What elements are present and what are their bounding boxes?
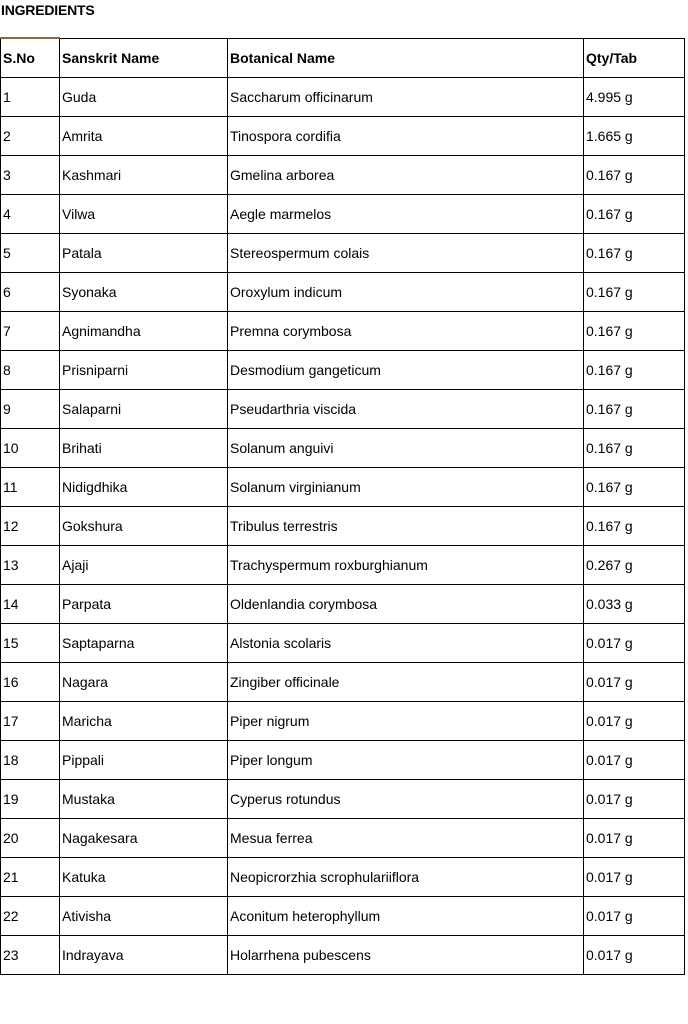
cell-sanskrit-name: Saptaparna bbox=[60, 624, 228, 663]
cell-qty-per-tab: 0.017 g bbox=[584, 741, 685, 780]
cell-botanical-name: Mesua ferrea bbox=[228, 819, 584, 858]
cell-botanical-name: Oldenlandia corymbosa bbox=[228, 585, 584, 624]
cell-sanskrit-name: Vilwa bbox=[60, 195, 228, 234]
cell-sanskrit-name: Brihati bbox=[60, 429, 228, 468]
cell-botanical-name: Neopicrorzhia scrophulariiflora bbox=[228, 858, 584, 897]
cell-botanical-name: Piper nigrum bbox=[228, 702, 584, 741]
cell-sanskrit-name: Maricha bbox=[60, 702, 228, 741]
cell-sno: 19 bbox=[1, 780, 60, 819]
cell-sanskrit-name: Pippali bbox=[60, 741, 228, 780]
table-row bbox=[1, 819, 685, 858]
table-row bbox=[1, 507, 685, 546]
table-row bbox=[1, 78, 685, 117]
cell-qty-per-tab: 0.017 g bbox=[584, 780, 685, 819]
column-header-sanskrit-name: Sanskrit Name bbox=[60, 38, 228, 78]
cell-sno: 11 bbox=[1, 468, 60, 507]
table-row bbox=[1, 741, 685, 780]
cell-sno: 3 bbox=[1, 156, 60, 195]
cell-qty-per-tab: 0.167 g bbox=[584, 507, 685, 546]
cell-sno: 16 bbox=[1, 663, 60, 702]
cell-qty-per-tab: 0.167 g bbox=[584, 429, 685, 468]
cell-botanical-name: Solanum anguivi bbox=[228, 429, 584, 468]
table-row bbox=[1, 468, 685, 507]
cell-botanical-name: Aconitum heterophyllum bbox=[228, 897, 584, 936]
cell-botanical-name: Stereospermum colais bbox=[228, 234, 584, 273]
cell-botanical-name: Solanum virginianum bbox=[228, 468, 584, 507]
table-row bbox=[1, 780, 685, 819]
table-header-row bbox=[1, 38, 685, 78]
cell-botanical-name: Holarrhena pubescens bbox=[228, 936, 584, 975]
cell-sno: 5 bbox=[1, 234, 60, 273]
cell-sanskrit-name: Gokshura bbox=[60, 507, 228, 546]
cell-qty-per-tab: 0.167 g bbox=[584, 234, 685, 273]
cell-botanical-name: Aegle marmelos bbox=[228, 195, 584, 234]
cell-qty-per-tab: 4.995 g bbox=[584, 78, 685, 117]
cell-sno: 10 bbox=[1, 429, 60, 468]
ingredients-table bbox=[0, 37, 685, 975]
cell-sanskrit-name: Nagara bbox=[60, 663, 228, 702]
table-row bbox=[1, 312, 685, 351]
cell-sno: 8 bbox=[1, 351, 60, 390]
cell-sanskrit-name: Agnimandha bbox=[60, 312, 228, 351]
table-row bbox=[1, 390, 685, 429]
cell-qty-per-tab: 0.167 g bbox=[584, 468, 685, 507]
cell-qty-per-tab: 0.167 g bbox=[584, 195, 685, 234]
cell-botanical-name: Trachyspermum roxburghianum bbox=[228, 546, 584, 585]
table-row bbox=[1, 156, 685, 195]
cell-sno: 1 bbox=[1, 78, 60, 117]
table-row bbox=[1, 585, 685, 624]
cell-botanical-name: Zingiber officinale bbox=[228, 663, 584, 702]
cell-qty-per-tab: 0.017 g bbox=[584, 624, 685, 663]
cell-sno: 6 bbox=[1, 273, 60, 312]
cell-sno: 13 bbox=[1, 546, 60, 585]
table-row bbox=[1, 273, 685, 312]
cell-sno: 2 bbox=[1, 117, 60, 156]
cell-botanical-name: Desmodium gangeticum bbox=[228, 351, 584, 390]
cell-sanskrit-name: Amrita bbox=[60, 117, 228, 156]
table-row bbox=[1, 897, 685, 936]
cell-sno: 21 bbox=[1, 858, 60, 897]
table-row bbox=[1, 351, 685, 390]
cell-qty-per-tab: 0.033 g bbox=[584, 585, 685, 624]
column-header-botanical-name: Botanical Name bbox=[228, 38, 584, 78]
cell-botanical-name: Tinospora cordifia bbox=[228, 117, 584, 156]
cell-qty-per-tab: 0.167 g bbox=[584, 351, 685, 390]
cell-botanical-name: Oroxylum indicum bbox=[228, 273, 584, 312]
cell-qty-per-tab: 0.267 g bbox=[584, 546, 685, 585]
table-body bbox=[1, 78, 685, 975]
column-header-sno: S.No bbox=[1, 38, 60, 78]
cell-sanskrit-name: Ativisha bbox=[60, 897, 228, 936]
table-row bbox=[1, 858, 685, 897]
table-row bbox=[1, 234, 685, 273]
table-row bbox=[1, 117, 685, 156]
cell-sno: 18 bbox=[1, 741, 60, 780]
cell-sanskrit-name: Patala bbox=[60, 234, 228, 273]
cell-botanical-name: Piper longum bbox=[228, 741, 584, 780]
cell-sno: 4 bbox=[1, 195, 60, 234]
cell-qty-per-tab: 0.017 g bbox=[584, 858, 685, 897]
cell-botanical-name: Saccharum officinarum bbox=[228, 78, 584, 117]
cell-sno: 9 bbox=[1, 390, 60, 429]
page-title: INGREDIENTS bbox=[1, 2, 95, 18]
cell-botanical-name: Tribulus terrestris bbox=[228, 507, 584, 546]
cell-sanskrit-name: Katuka bbox=[60, 858, 228, 897]
cell-sanskrit-name: Salaparni bbox=[60, 390, 228, 429]
cell-qty-per-tab: 0.017 g bbox=[584, 936, 685, 975]
cell-sno: 7 bbox=[1, 312, 60, 351]
cell-sno: 17 bbox=[1, 702, 60, 741]
cell-sno: 15 bbox=[1, 624, 60, 663]
cell-qty-per-tab: 0.167 g bbox=[584, 273, 685, 312]
cell-qty-per-tab: 0.167 g bbox=[584, 312, 685, 351]
table-row bbox=[1, 546, 685, 585]
cell-qty-per-tab: 0.017 g bbox=[584, 702, 685, 741]
cell-qty-per-tab: 0.017 g bbox=[584, 819, 685, 858]
table-row bbox=[1, 195, 685, 234]
cell-botanical-name: Gmelina arborea bbox=[228, 156, 584, 195]
cell-qty-per-tab: 0.167 g bbox=[584, 390, 685, 429]
cell-sanskrit-name: Parpata bbox=[60, 585, 228, 624]
cell-botanical-name: Premna corymbosa bbox=[228, 312, 584, 351]
cell-qty-per-tab: 0.017 g bbox=[584, 663, 685, 702]
cell-sanskrit-name: Prisniparni bbox=[60, 351, 228, 390]
cell-qty-per-tab: 0.167 g bbox=[584, 156, 685, 195]
cell-sanskrit-name: Ajaji bbox=[60, 546, 228, 585]
cell-sno: 12 bbox=[1, 507, 60, 546]
cell-sanskrit-name: Mustaka bbox=[60, 780, 228, 819]
cell-botanical-name: Pseudarthria viscida bbox=[228, 390, 584, 429]
table-row bbox=[1, 702, 685, 741]
cell-sno: 20 bbox=[1, 819, 60, 858]
cell-sanskrit-name: Guda bbox=[60, 78, 228, 117]
cell-sanskrit-name: Indrayava bbox=[60, 936, 228, 975]
cell-sanskrit-name: Kashmari bbox=[60, 156, 228, 195]
cell-qty-per-tab: 1.665 g bbox=[584, 117, 685, 156]
cell-qty-per-tab: 0.017 g bbox=[584, 897, 685, 936]
cell-sanskrit-name: Nidigdhika bbox=[60, 468, 228, 507]
cell-botanical-name: Alstonia scolaris bbox=[228, 624, 584, 663]
table-row bbox=[1, 624, 685, 663]
cell-sno: 22 bbox=[1, 897, 60, 936]
cell-sno: 14 bbox=[1, 585, 60, 624]
column-header-qty-per-tab: Qty/Tab bbox=[584, 38, 685, 78]
cell-sno: 23 bbox=[1, 936, 60, 975]
table-row bbox=[1, 429, 685, 468]
cell-sanskrit-name: Syonaka bbox=[60, 273, 228, 312]
cell-botanical-name: Cyperus rotundus bbox=[228, 780, 584, 819]
table-row bbox=[1, 663, 685, 702]
table-row bbox=[1, 936, 685, 975]
cell-sanskrit-name: Nagakesara bbox=[60, 819, 228, 858]
